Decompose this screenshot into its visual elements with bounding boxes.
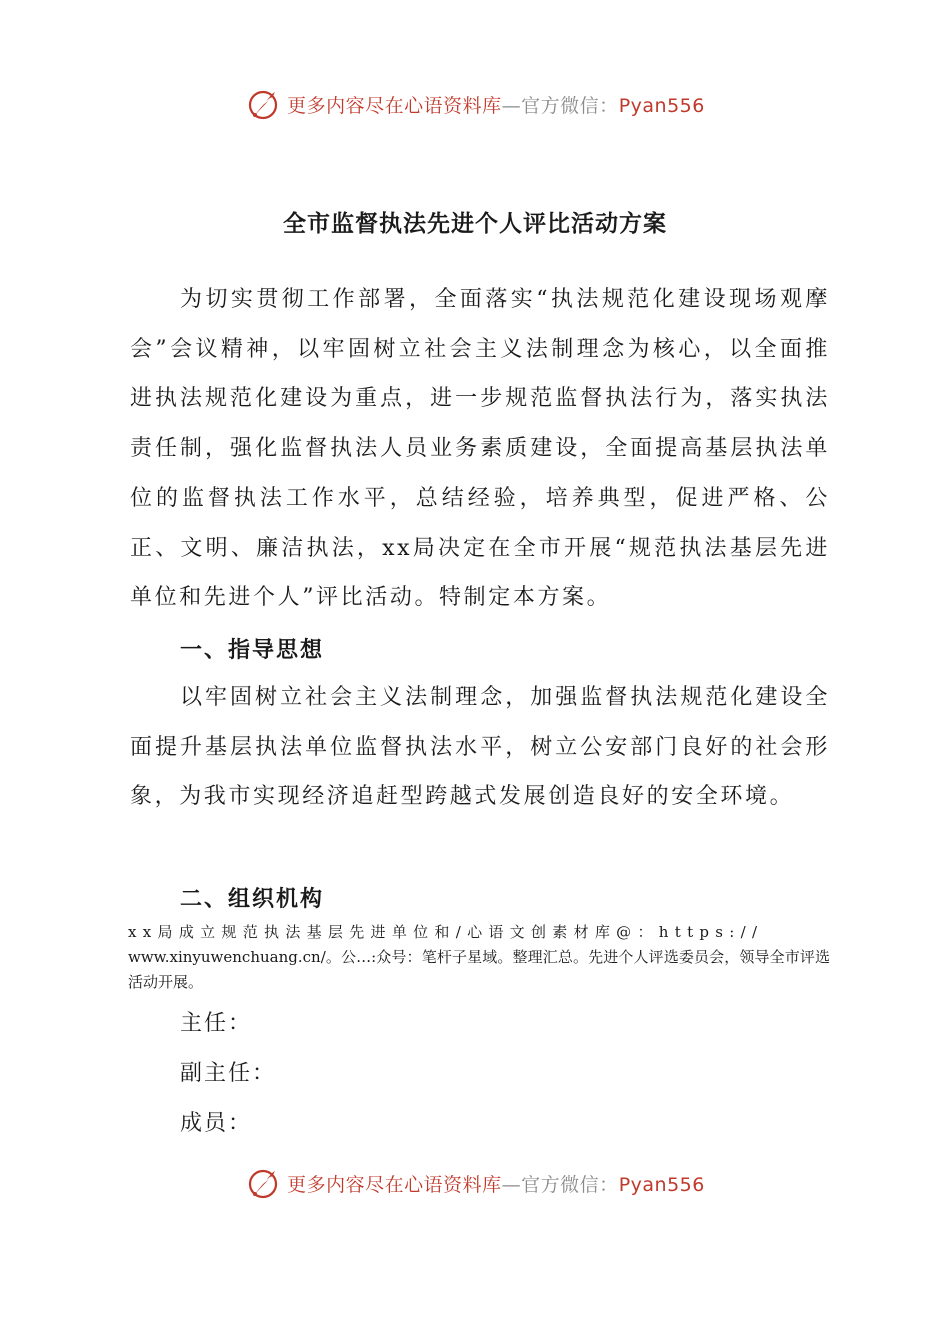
member-director: 主任：	[180, 1011, 253, 1036]
section1-paragraph: 以牢固树立社会主义法制理念，加强监督执法规范化建设全面提升基层执法单位监督执法水平，树立公安部门良好的社会形象，为我市实现经济追赶型跨越式发展创造良好的安全环境。	[130, 685, 830, 810]
section2-rest: www.xinyuwenchuang.cn/。公…:众号：笔杆子星域。整理汇总。先进个人评选委员会，领导全市评选活动开展。	[128, 948, 830, 991]
banner-official-label: 官方微信：	[521, 94, 619, 117]
banner-text	[287, 91, 705, 118]
quill-pen-icon	[245, 86, 281, 122]
banner-text	[287, 1170, 705, 1197]
member-members: 成员：	[180, 1111, 253, 1136]
section2-heading: 二、组织机构	[180, 887, 325, 912]
intro-paragraph: 为切实贯彻工作部署，全面落实“执法规范化建设现场观摩会”会议精神，以牢固树立社会主义法制理念为核心，以全面推进执法规范化建设为重点，进一步规范监督执法行为，落实执法责任制，强化监督执法人员业务素质建设，全面提高基层执法单位的监督执法工作水平，总结经验，培养典型，促进严格、公正、文明、廉洁执法，xx局决定在全市开展“规范执法基层先进单位和先进个人”评比活动。特制定本方案。	[130, 287, 830, 611]
quill-pen-icon	[245, 1165, 281, 1201]
banner-main-text: 更多内容尽在心语资料库	[287, 1173, 502, 1196]
banner-wechat-id: Pyan556	[618, 1173, 705, 1196]
banner-dash: —	[501, 94, 522, 117]
section1-heading: 一、指导思想	[180, 638, 325, 663]
document-title: 全市监督执法先进个人评比活动方案	[283, 211, 667, 237]
section2-line1: xx局成立规范执法基层先进单位和/心语文创素材库@：https://	[128, 923, 764, 941]
section2-paragraph	[128, 920, 830, 995]
banner-official-label: 官方微信：	[521, 1173, 619, 1196]
banner-main-text: 更多内容尽在心语资料库	[287, 94, 502, 117]
banner-dash: —	[501, 1173, 522, 1196]
banner-wechat-id: Pyan556	[618, 94, 705, 117]
member-deputy: 副主任：	[180, 1061, 277, 1086]
footer-banner	[0, 1163, 950, 1203]
header-banner	[0, 84, 950, 124]
